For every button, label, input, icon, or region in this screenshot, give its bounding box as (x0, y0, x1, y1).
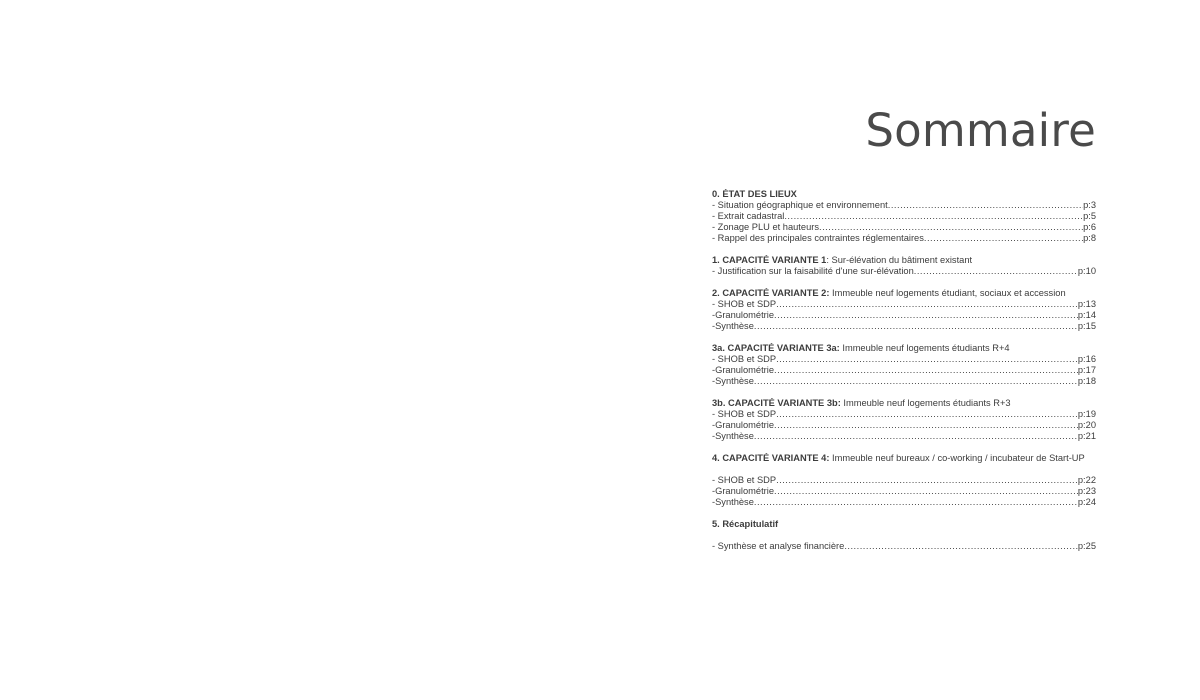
toc-entry[interactable] (712, 321, 1096, 332)
toc-section-heading (712, 519, 1096, 530)
toc-entry[interactable] (712, 431, 1096, 442)
toc-leader-dots (924, 233, 1083, 244)
toc-leader-dots (754, 376, 1078, 387)
toc-entry-label: - Synthèse et analyse financière (712, 541, 845, 551)
toc-section-subtitle: Immeuble neuf bureaux / co-working / incubateur de Start-UP (829, 453, 1085, 463)
toc-entry-page: p:24 (1077, 497, 1096, 507)
toc-section-subtitle: : Sur-élévation du bâtiment existant (826, 255, 973, 265)
page-title: Sommaire (865, 104, 1096, 157)
toc-entry-label: -Granulométrie (712, 310, 775, 320)
toc-entry[interactable] (712, 541, 1096, 552)
toc-entry-label: - Zonage PLU et hauteurs (712, 222, 819, 232)
toc-leader-dots (754, 497, 1078, 508)
toc-section-number: 4. CAPACITÉ VARIANTE 4: (712, 453, 830, 463)
toc-entry-page: p:13 (1077, 299, 1096, 309)
toc-entry-label: -Granulométrie (712, 486, 775, 496)
toc-entry[interactable] (712, 211, 1096, 222)
toc-leader-dots (776, 354, 1078, 365)
toc-entry-label: - Extrait cadastral (712, 211, 785, 221)
toc-entry-page: p:3 (1083, 200, 1096, 210)
toc-entry[interactable] (712, 497, 1096, 508)
toc-entry-page: p:8 (1083, 233, 1096, 243)
right-page (600, 0, 1200, 700)
spacer (712, 464, 1096, 475)
toc-section-number: 1. CAPACITÉ VARIANTE 1 (712, 255, 827, 265)
toc-entry-label: -Synthèse (712, 376, 754, 386)
toc-entry-page: p:6 (1083, 222, 1096, 232)
toc-entry[interactable] (712, 200, 1096, 211)
toc-entry[interactable] (712, 475, 1096, 486)
toc-leader-dots (844, 541, 1078, 552)
toc-entry-label: - SHOB et SDP (712, 409, 777, 419)
table-of-contents (712, 189, 1096, 563)
toc-entry-label: - SHOB et SDP (712, 354, 777, 364)
toc-entry-label: - Justification sur la faisabilité d'une sur-élévation (712, 266, 914, 276)
toc-leader-dots (914, 266, 1078, 277)
toc-leader-dots (774, 310, 1078, 321)
toc-entry-page: p:21 (1077, 431, 1096, 441)
toc-section-subtitle: Immeuble neuf logements étudiants R+3 (840, 398, 1011, 408)
toc-entry-label: -Granulométrie (712, 420, 775, 430)
spacer (712, 530, 1096, 541)
toc-entry-page: p:17 (1077, 365, 1096, 375)
toc-section-heading (712, 288, 1096, 299)
toc-entry-page: p:10 (1077, 266, 1096, 276)
toc-entry-page: p:23 (1077, 486, 1096, 496)
toc-leader-dots (776, 299, 1078, 310)
toc-entry-page: p:20 (1077, 420, 1096, 430)
toc-entry[interactable] (712, 486, 1096, 497)
toc-leader-dots (776, 475, 1078, 486)
toc-section-3a (712, 343, 1096, 387)
toc-entry-page: p:22 (1077, 475, 1096, 485)
toc-section-number: 2. CAPACITÉ VARIANTE 2: (712, 288, 830, 298)
toc-entry[interactable] (712, 310, 1096, 321)
toc-entry-label: -Granulométrie (712, 365, 775, 375)
toc-entry-label: -Synthèse (712, 431, 754, 441)
toc-entry-label: - SHOB et SDP (712, 299, 777, 309)
toc-entry[interactable] (712, 376, 1096, 387)
toc-section-number: 0. ÉTAT DES LIEUX (712, 189, 797, 199)
toc-section-heading (712, 255, 1096, 266)
toc-entry-page: p:16 (1077, 354, 1096, 364)
toc-section-1 (712, 255, 1096, 277)
toc-entry-label: - Rappel des principales contraintes réglementaires (712, 233, 924, 243)
toc-section-0 (712, 189, 1096, 244)
toc-entry[interactable] (712, 420, 1096, 431)
toc-section-number: 3b. CAPACITÉ VARIANTE 3b: (712, 398, 841, 408)
toc-leader-dots (774, 365, 1078, 376)
toc-entry-page: p:19 (1077, 409, 1096, 419)
toc-section-5 (712, 519, 1096, 552)
toc-section-heading (712, 343, 1096, 354)
toc-entry-page: p:18 (1077, 376, 1096, 386)
toc-entry-label: - SHOB et SDP (712, 475, 777, 485)
toc-section-heading (712, 189, 1096, 200)
toc-section-number: 3a. CAPACITÉ VARIANTE 3a: (712, 343, 840, 353)
toc-entry[interactable] (712, 299, 1096, 310)
toc-leader-dots (888, 200, 1083, 211)
toc-section-heading (712, 398, 1096, 409)
toc-section-3b (712, 398, 1096, 442)
toc-entry[interactable] (712, 233, 1096, 244)
toc-entry-page: p:25 (1077, 541, 1096, 551)
toc-leader-dots (776, 409, 1078, 420)
toc-leader-dots (754, 431, 1078, 442)
toc-entry-label: -Synthèse (712, 497, 754, 507)
toc-leader-dots (774, 486, 1078, 497)
toc-entry[interactable] (712, 222, 1096, 233)
toc-entry-label: - Situation géographique et environnement (712, 200, 888, 210)
toc-entry-page: p:14 (1077, 310, 1096, 320)
toc-section-heading (712, 453, 1096, 464)
toc-entry-label: -Synthèse (712, 321, 754, 331)
toc-entry-page: p:5 (1083, 211, 1096, 221)
toc-leader-dots (754, 321, 1078, 332)
toc-section-4 (712, 453, 1096, 508)
toc-section-number: 5. Récapitulatif (712, 519, 779, 529)
toc-entry[interactable] (712, 354, 1096, 365)
toc-section-2 (712, 288, 1096, 332)
toc-leader-dots (784, 211, 1083, 222)
toc-section-subtitle: Immeuble neuf logements étudiants R+4 (839, 343, 1010, 353)
toc-entry[interactable] (712, 409, 1096, 420)
toc-leader-dots (819, 222, 1083, 233)
toc-leader-dots (774, 420, 1078, 431)
toc-section-subtitle: Immeuble neuf logements étudiant, sociaux et accession (829, 288, 1066, 298)
toc-entry[interactable] (712, 266, 1096, 277)
toc-entry[interactable] (712, 365, 1096, 376)
toc-entry-page: p:15 (1077, 321, 1096, 331)
